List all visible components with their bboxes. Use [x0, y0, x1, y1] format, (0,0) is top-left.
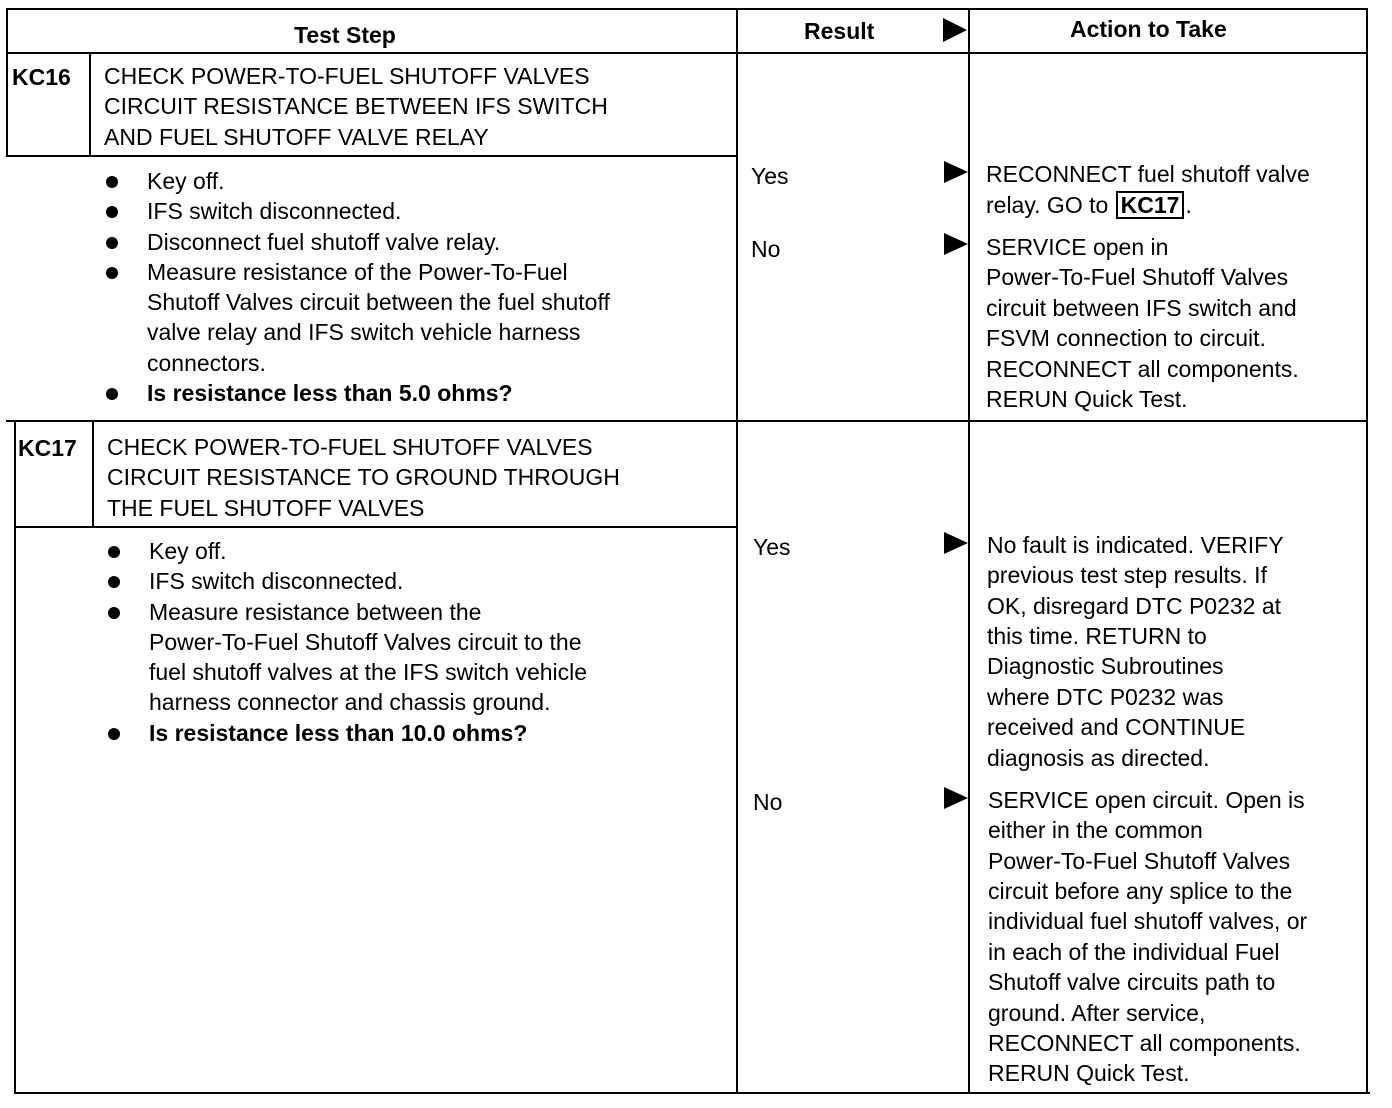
procedure-list: [106, 166, 610, 408]
result-no: No: [751, 236, 781, 262]
result-yes: Yes: [753, 534, 791, 560]
step-title-line: THE FUEL SHUTOFF VALVES: [107, 495, 425, 521]
step-title-line: CIRCUIT RESISTANCE BETWEEN IFS SWITCH: [104, 93, 608, 119]
table-right-border: [1366, 8, 1368, 1094]
result-arrow-icon: [944, 787, 968, 809]
step-title-line: CHECK POWER-TO-FUEL SHUTOFF VALVES: [104, 63, 590, 89]
kc16-code-divider: [89, 52, 91, 157]
header-result: Result: [804, 18, 875, 44]
row-divider: [6, 420, 1368, 422]
step-title-line: CHECK POWER-TO-FUEL SHUTOFF VALVES: [107, 434, 593, 460]
procedure-item: Disconnect fuel shutoff valve relay.: [106, 227, 610, 257]
action-column-divider: [968, 8, 970, 1094]
table-bottom-border: [14, 1092, 1370, 1094]
procedure-item: IFS switch disconnected.: [106, 196, 610, 226]
procedure-question: Is resistance less than 10.0 ohms?: [108, 718, 587, 748]
procedure-item: IFS switch disconnected.: [108, 566, 587, 596]
step-code: KC16: [12, 64, 71, 90]
step-reference-link[interactable]: KC17: [1116, 191, 1185, 219]
table-left-border-lower: [14, 420, 16, 1094]
kc17-code-divider: [92, 420, 94, 528]
header-action: Action to Take: [1070, 16, 1227, 42]
step-title-line: AND FUEL SHUTOFF VALVE RELAY: [104, 124, 489, 150]
kc17-title-bottom: [14, 526, 737, 528]
procedure-item: Measure resistance of the Power-To-Fuel Shutoff Valves circuit between the fuel shutoff valve relay and IFS switch vehicle harness connectors.: [106, 257, 610, 378]
result-arrow-icon: [944, 233, 968, 255]
step-title-line: CIRCUIT RESISTANCE TO GROUND THROUGH: [107, 464, 620, 490]
table-left-border: [6, 8, 8, 156]
header-bottom-border: [6, 52, 1368, 54]
result-no: No: [753, 789, 783, 815]
table-top-border: [6, 8, 1368, 10]
step-code: KC17: [18, 435, 77, 461]
result-yes: Yes: [751, 163, 789, 189]
procedure-item: Key off.: [108, 536, 587, 566]
header-arrow-icon: [943, 18, 967, 42]
procedure-question: Is resistance less than 5.0 ohms?: [106, 378, 610, 408]
result-arrow-icon: [944, 161, 968, 183]
procedure-item: Measure resistance between the Power-To-Fuel Shutoff Valves circuit to the fuel shutoff valves at the IFS switch vehicle harness connector and chassis ground.: [108, 597, 587, 718]
procedure-item: Key off.: [106, 166, 610, 196]
kc16-title-bottom: [6, 155, 737, 157]
result-arrow-icon: [944, 532, 968, 554]
header-test-step: Test Step: [294, 22, 396, 48]
procedure-list: [108, 536, 587, 748]
result-column-divider: [736, 8, 738, 1094]
